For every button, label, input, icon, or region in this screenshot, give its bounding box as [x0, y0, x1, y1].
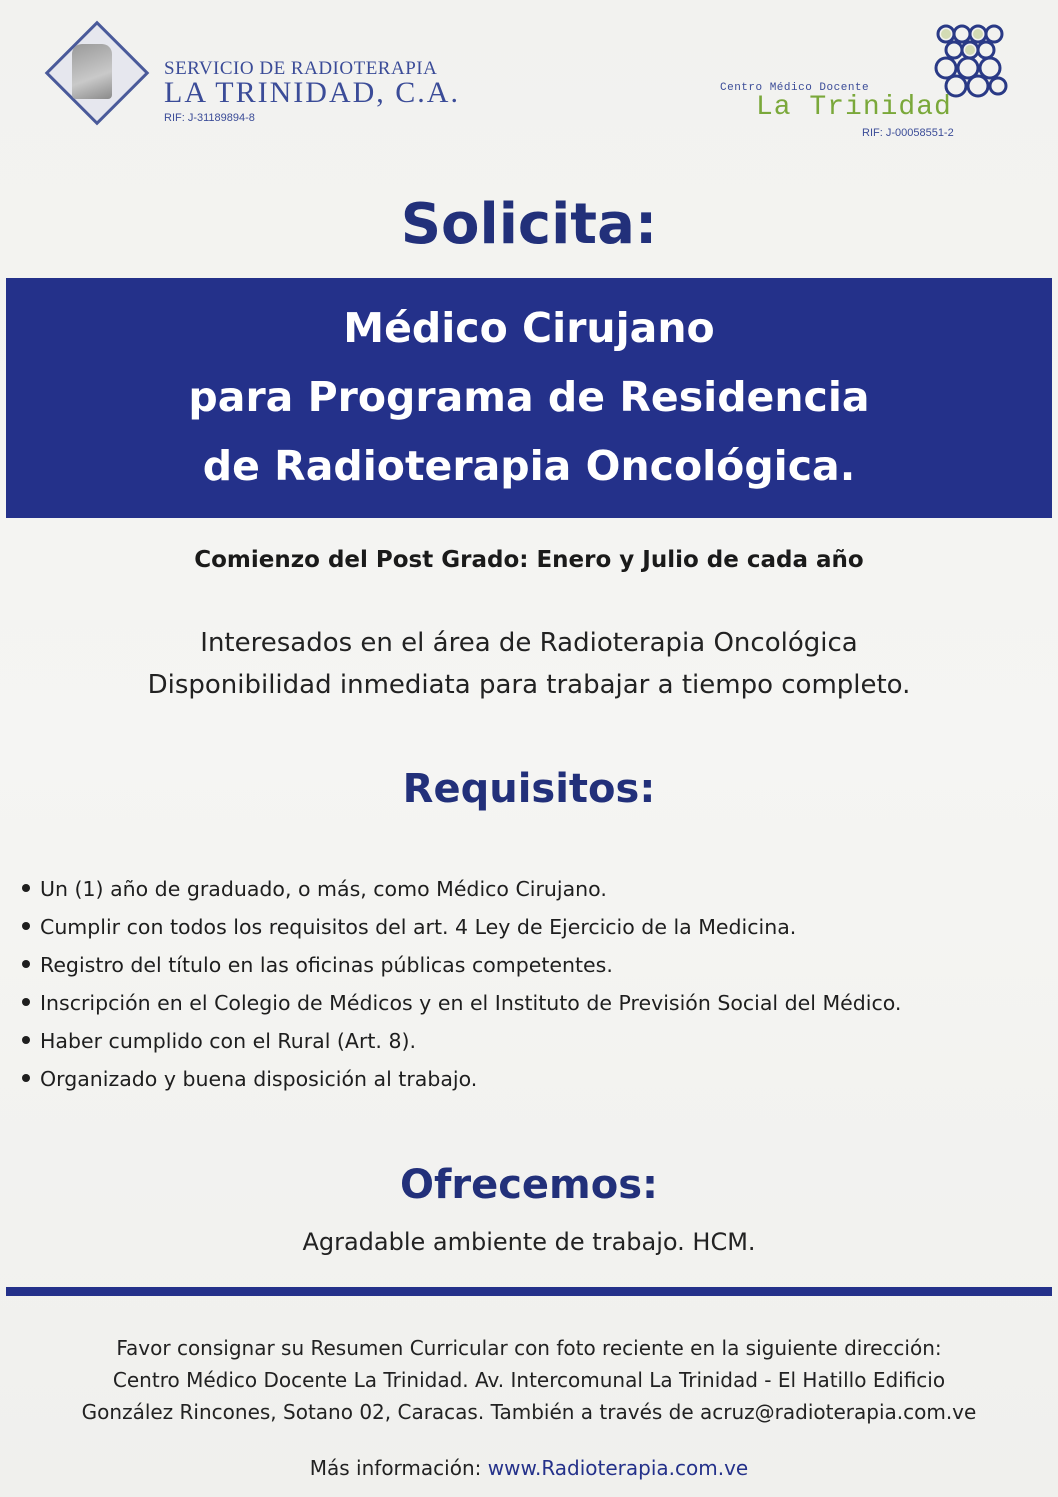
requirement-text: Registro del título en las oficinas públicas competentes. — [40, 953, 613, 977]
centro-medico-logo — [716, 24, 1016, 144]
requirement-text: Cumplir con todos los requisitos del art. 4 Ley de Ejercicio de la Medicina. — [40, 915, 797, 939]
banner-line-1: Médico Cirujano — [343, 304, 715, 352]
bullet-icon — [22, 1074, 30, 1082]
requirements-list — [22, 870, 901, 1098]
right-logo-line2: La Trinidad — [756, 92, 952, 123]
radioterapia-logo — [52, 30, 552, 130]
left-logo-line1: SERVICIO DE RADIOTERAPIA — [164, 58, 438, 79]
offer-heading: Ofrecemos: — [399, 1162, 659, 1208]
list-item — [22, 946, 901, 984]
list-item — [22, 984, 901, 1022]
left-logo-rif: RIF: J-31189894-8 — [164, 112, 255, 124]
list-item — [22, 908, 901, 946]
interest-line-2: Disponibilidad inmediata para trabajar a tiempo completo. — [147, 670, 911, 700]
page-title: Solicita: — [400, 192, 658, 257]
head-sculpture-icon — [72, 44, 112, 99]
banner-line-2: para Programa de Residencia — [188, 373, 870, 421]
bullet-icon — [22, 922, 30, 930]
footer-line-3: González Rincones, Sotano 02, Caracas. También a través de acruz@radioterapia.com.ve — [81, 1400, 977, 1424]
interest-line-1: Interesados en el área de Radioterapia Oncológica — [200, 628, 858, 658]
requirement-text: Organizado y buena disposición al trabajo. — [40, 1067, 478, 1091]
list-item — [22, 1060, 901, 1098]
banner-line-3: de Radioterapia Oncológica. — [202, 442, 856, 490]
list-item — [22, 1022, 901, 1060]
list-item — [22, 870, 901, 908]
bullet-icon — [22, 884, 30, 892]
right-logo-rif: RIF: J-00058551-2 — [862, 127, 954, 139]
requirement-text: Un (1) año de graduado, o más, como Médico Cirujano. — [40, 877, 607, 901]
footer-line-2: Centro Médico Docente La Trinidad. Av. Intercomunal La Trinidad - El Hatillo Edificio — [112, 1368, 946, 1392]
more-info-label: Más información: — [309, 1456, 482, 1480]
bullet-icon — [22, 960, 30, 968]
divider — [6, 1287, 1052, 1296]
footer-line-1: Favor consignar su Resumen Curricular con foto reciente en la siguiente dirección: — [116, 1336, 942, 1360]
start-date: Comienzo del Post Grado: Enero y Julio de cada año — [194, 547, 864, 573]
bullet-icon — [22, 998, 30, 1006]
right-logo-line1: Centro Médico Docente — [720, 82, 870, 94]
position-banner — [6, 278, 1052, 518]
requirements-heading: Requisitos: — [402, 766, 656, 812]
website-link[interactable]: www.Radioterapia.com.ve — [487, 1456, 749, 1480]
requirement-text: Haber cumplido con el Rural (Art. 8). — [40, 1029, 416, 1053]
requirement-text: Inscripción en el Colegio de Médicos y en el Instituto de Previsión Social del Médico. — [40, 991, 902, 1015]
left-logo-line2: LA TRINIDAD, C.A. — [164, 76, 460, 109]
bullet-icon — [22, 1036, 30, 1044]
more-info — [0, 1456, 1058, 1480]
offer-text: Agradable ambiente de trabajo. HCM. — [302, 1228, 756, 1256]
